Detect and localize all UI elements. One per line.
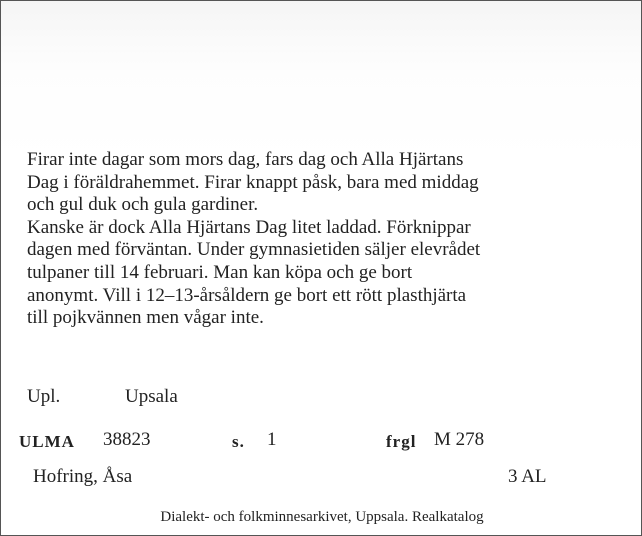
recorder-name: Hofring, Åsa [33, 466, 133, 487]
province-label: Upl. [27, 386, 61, 407]
text-line: till pojkvännen men vågar inte. [27, 307, 264, 329]
page-label: s. [232, 432, 245, 451]
card-footer: Dialekt- och folkminnesarkivet, Uppsala. Realkatalog [160, 509, 484, 525]
text-line: tulpaner till 14 februari. Man kan köpa och ge bort [27, 261, 413, 283]
archive-number: 38823 [103, 429, 151, 450]
card-body-text [27, 149, 627, 330]
text-line: och gul duk och gula gardiner. [27, 194, 259, 216]
text-line: Dag i föräldrahemmet. Firar knappt påsk, bara med middag [27, 171, 479, 193]
question-label: frgl [386, 432, 417, 451]
archive-label: ULMA [19, 432, 75, 451]
text-line: Firar inte dagar som mors dag, fars dag och Alla Hjärtans [27, 149, 464, 170]
text-line: dagen med förväntan. Under gymnasietiden säljer elevrådet [27, 239, 481, 261]
page-number: 1 [267, 429, 277, 450]
text-line: anonymt. Vill i 12–13-årsåldern ge bort ett rött plasthjärta [27, 284, 467, 306]
text-line: Kanske är dock Alla Hjärtans Dag litet laddad. Förknippar [27, 216, 471, 238]
recorder-code: 3 AL [508, 466, 547, 487]
question-number: M 278 [434, 429, 485, 450]
place-value: Upsala [125, 386, 178, 407]
